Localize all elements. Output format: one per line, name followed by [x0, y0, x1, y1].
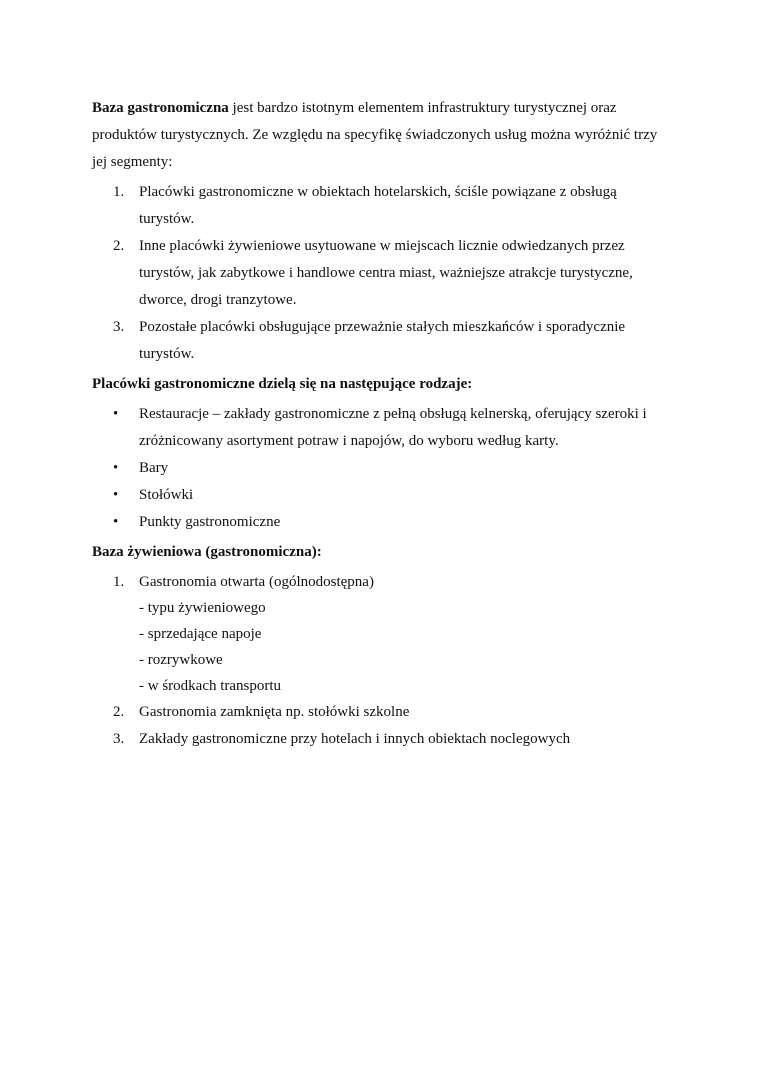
list-number: 2.: [113, 704, 125, 720]
list-item: [92, 569, 672, 699]
list-item: [92, 233, 672, 314]
list-item-text: Stołówki: [139, 487, 194, 503]
types-list: [92, 401, 672, 536]
intro-lead-bold: Baza gastronomiczna: [92, 100, 229, 116]
list-item-text: Gastronomia otwarta (ogólnodostępna): [139, 574, 374, 590]
segments-list: [92, 179, 672, 368]
list-item-text: Pozostałe placówki obsługujące przeważnie stałych mieszkańców i sporadycznie turystów.: [139, 319, 626, 362]
list-number: 3.: [113, 731, 125, 747]
list-item: [92, 179, 672, 233]
list-item-text: Placówki gastronomiczne w obiektach hotelarskich, ściśle powiązane z obsługą turystów.: [139, 184, 617, 227]
list-number: 3.: [113, 319, 125, 335]
list-item-text: Bary: [139, 460, 169, 476]
list-item: [92, 314, 672, 368]
intro-paragraph: [92, 95, 672, 176]
list-item: [92, 726, 672, 753]
document-page: [92, 95, 672, 753]
bullet-icon: •: [113, 514, 119, 530]
list-item-text: Zakłady gastronomiczne przy hotelach i innych obiektach noclegowych: [139, 731, 571, 747]
bullet-icon: •: [113, 487, 119, 503]
list-number: 1.: [113, 184, 125, 200]
list-item-text: Punkty gastronomiczne: [139, 514, 281, 530]
base-list: [92, 569, 672, 753]
list-number: 1.: [113, 574, 125, 590]
list-item-text: Restauracje – zakłady gastronomiczne z pełną obsługą kelnerską, oferujący szeroki i zróżnicowany asortyment potraw i napojów, do wyboru według karty.: [139, 406, 647, 449]
types-heading: Placówki gastronomiczne dzielą się na następujące rodzaje:: [92, 376, 473, 392]
list-item-text: Gastronomia zamknięta np. stołówki szkolne: [139, 704, 410, 720]
list-item: [92, 401, 672, 455]
sub-item: - rozrywkowe: [139, 652, 223, 668]
list-item-text: Inne placówki żywieniowe usytuowane w miejscach licznie odwiedzanych przez turystów, jak zabytkowe i handlowe centra miast, ważniejsze atrakcje turystyczne, dworce, drogi tranzytowe.: [139, 238, 633, 308]
sub-item: - w środkach transportu: [139, 678, 282, 694]
bullet-icon: •: [113, 460, 119, 476]
list-item: [92, 699, 672, 726]
intro-text: jest bardzo istotnym elementem infrastruktury turystycznej oraz produktów turystycznych. Ze względu na specyfikę świadczonych usług można wyróżnić trzy jej segmenty:: [92, 100, 658, 170]
bullet-icon: •: [113, 406, 119, 422]
sub-item: - typu żywieniowego: [139, 600, 266, 616]
sub-item: - sprzedające napoje: [139, 626, 262, 642]
list-item: [92, 509, 672, 536]
list-item: [92, 482, 672, 509]
list-item: [92, 455, 672, 482]
list-number: 2.: [113, 238, 125, 254]
base-heading: Baza żywieniowa (gastronomiczna):: [92, 544, 322, 560]
